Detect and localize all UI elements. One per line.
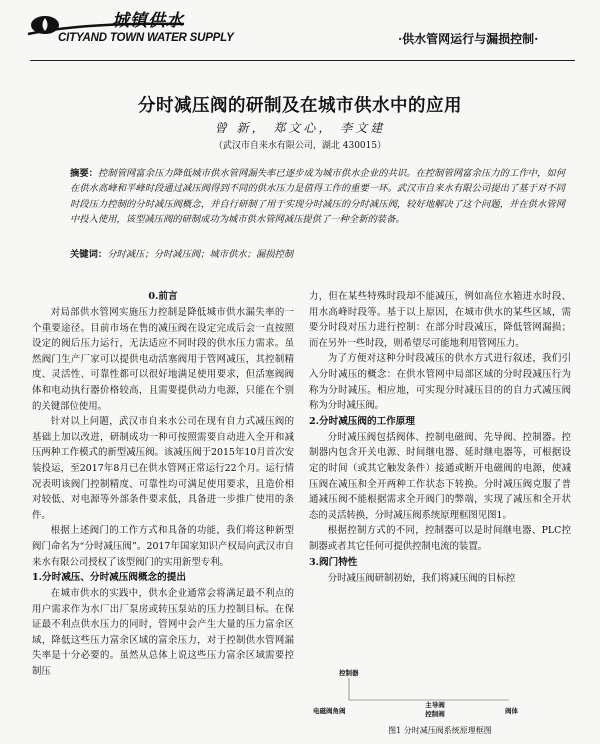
keywords-label: 关键词：	[70, 249, 108, 260]
body-left-column	[32, 289, 294, 739]
section-heading-1: 1.分时减压、分时减压阀概念的提出	[32, 572, 186, 584]
author-affiliation: （武汉市自来水有限公司，湖北 430015）	[213, 141, 387, 151]
figure-1-block-diagram	[309, 660, 571, 722]
diagram-label-pilot-valve: 主导阀 控制阀	[425, 701, 445, 718]
water-drop-logo-icon	[30, 14, 60, 36]
paragraph: 对局部供水管网实施压力控制是降低城市供水漏失率的一个重要途径。目前市场在售的减压阀在设定完成后会一直按照设定的阀后压力运行，无法适应不同时段的供水压力需求。虽然阀门生产厂家可以提供电动活塞阀用于管网减压，其控制精度、灵活性、可靠性都可以很好地满足使用要求，但活塞阀阀体和电动执行器价格较高，且需要提供动力电源，只能在个别的关键部位使用。	[32, 307, 294, 412]
abstract-label: 摘要：	[70, 168, 99, 179]
journal-logo-chinese: 城镇供水	[112, 11, 184, 31]
header-divider	[30, 60, 575, 61]
keywords-text: 分时减压；分时减压阀；城市供水；漏损控制	[107, 249, 294, 260]
journal-logo-english: CITYAND TOWN WATER SUPPLY	[58, 32, 234, 44]
diagram-label-controller: 控制器	[339, 669, 359, 677]
diagram-label-solenoid: 电磁阀角阀	[313, 707, 346, 715]
abstract-text: 控制管网富余压力降低城市供水管网漏失率已逐步成为城市供水企业的共识。在控制管网富余压力的工作中，如何在供水高峰和平峰时段通过减压阀得到不同的供水压力是值得工作的重要一环。武汉市自来水有限公司提出了基于对不同时段压力控制的分时减压阀概念，并自行研制了用于实现分时减压的分时减压阀，较好地解决了这个问题，并在供水管网中投入使用，该型减压阀的研制成功为城市供水管网减压提供了一种全新的装备。	[70, 168, 565, 226]
paragraph: 根据控制方式的不同，控制器可以是时间继电器、PLC控制器或者其它任何可提供控制电流的装置。	[309, 525, 571, 552]
section-heading-2: 2.分时减压阀的工作原理	[309, 415, 415, 427]
paragraph: 分时减压阀研制初始，我们将减压阀的目标控	[327, 572, 516, 584]
article-authors: 曾 新， 郑文心， 李文建	[214, 121, 386, 135]
abstract	[70, 166, 565, 228]
article-title: 分时减压阀的研制及在城市供水中的应用	[138, 96, 462, 116]
paragraph: 力，但在某些特殊时段却不能减压，例如高位水箱进水时段、用水高峰时段等。基于以上原因，在城市供水的某些区域，需要分时段对压力进行控制：在部分时段减压，降低管网漏损；而在另外一些时段，则希望尽可能地利用管网压力。	[309, 291, 571, 349]
paragraph: 为了方便对这种分时段减压的供水方式进行叙述，我们引入分时减压的概念：在供水管网中局部区域的分时段减压行为称为分时减压。相应地，可实现分时减压目的的自力式减压阀称为分时减压阀。	[309, 353, 571, 412]
figure-1-caption: 图1 分时减压阀系统原理框图	[388, 726, 492, 735]
section-heading-3: 3.阀门特性	[309, 556, 358, 568]
section-heading-intro: 0.前言	[148, 291, 178, 302]
paragraph: 分时减压阀包括阀体、控制电磁阀、先导阀、控制器。控制器内包含开关电源、时间继电器、延时继电器等，可根据设定的时间（或其它触发条件）接通或断开电磁阀的电源，使减压阀在减压和全开两种工作状态下转换。分时减压阀克服了普通减压阀不能根据需求全开阀门的弊端，实现了减压和全开状态的灵活转换，分时减压阀系统原理框图见图1。	[309, 431, 571, 521]
keywords	[70, 246, 565, 260]
body-right-column	[309, 289, 571, 607]
journal-header	[0, 0, 600, 62]
paragraph: 在城市供水的实践中，供水企业通常会将满足最不利点的用户需求作为水厂出厂泵房或转压泵站的压力控制目标。在保证最不利点供水压力的同时，管网中会产生大量的压力富余区域，降低这些压力富余区域的富余压力，对于控制供水管网漏失率是十分必要的。虽然从总体上说这些压力富余区域需要控制压	[32, 588, 294, 678]
column-title: ·供水管网运行与漏损控制·	[398, 32, 539, 46]
paragraph: 根据上述阀门的工作方式和具备的功能，我们将这种新型阀门命名为“分时减压阀”。2017年国家知识产权局向武汉市自来水有限公司授权了该型阀门的实用新型专利。	[32, 525, 294, 568]
paragraph: 针对以上问题，武汉市自来水公司在现有自力式减压阀的基础上加以改进，研制成功一种可按照需要自动进入全开和减压两种工作模式的新型减压阀。该减压阀于2015年10月首次安装投运，至2017年8月已在供水管网正常运行22个月。运行情况表明该阀门控制精度、可靠性均可满足使用要求，且造价相对较低、对电源等外部条件要求低，具备进一步推广使用的条件。	[32, 416, 294, 521]
diagram-label-valve-body: 阀体	[505, 707, 518, 715]
